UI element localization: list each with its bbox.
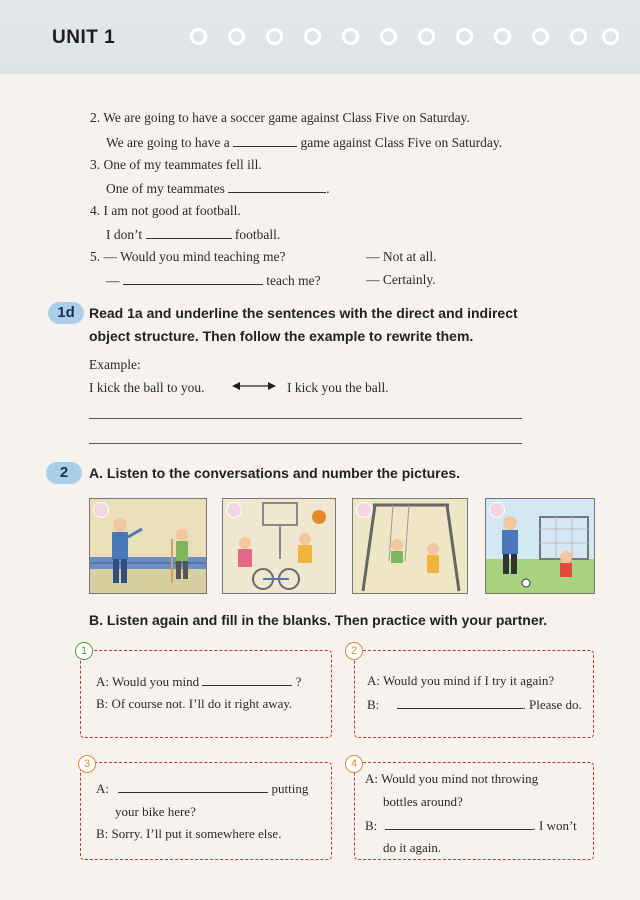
picture-4[interactable]: [485, 498, 595, 594]
picture-1[interactable]: [89, 498, 207, 594]
picture-3[interactable]: [352, 498, 468, 594]
item-4-original: 4. I am not good at football.: [90, 203, 241, 218]
item-4-blank[interactable]: [146, 226, 232, 239]
dialogue-number-3: 3: [78, 755, 96, 773]
dialogue-3-line-a: [96, 780, 308, 797]
picture-number-circle: [356, 502, 372, 518]
item-5-reply: — Not at all.: [366, 249, 437, 264]
dialogue-2-b-prefix: B:: [367, 697, 380, 712]
instruction-1d-line1: Read 1a and underline the sentences with the direct and indirect: [89, 305, 518, 321]
section-badge-2: 2: [46, 462, 82, 484]
item-2-original: 2. We are going to have a soccer game against Class Five on Saturday.: [90, 110, 470, 125]
item-4-suffix: football.: [234, 227, 281, 242]
dialogue-2-blank[interactable]: [397, 696, 523, 709]
dialogue-3-blank[interactable]: [118, 780, 268, 793]
dialogue-2-line-a: A: Would you mind if I try it again?: [367, 673, 555, 688]
dialogue-box-1: [80, 650, 332, 738]
unit-header: [0, 0, 640, 74]
ring-icon: [266, 28, 283, 45]
section-badge-1d: 1d: [48, 302, 84, 324]
answer-line[interactable]: [89, 418, 522, 419]
answer-line[interactable]: [89, 443, 522, 444]
dialogue-3-a-suffix: putting: [271, 781, 309, 796]
ring-icon: [304, 28, 321, 45]
dialogue-4-b-prefix: B:: [365, 818, 378, 833]
picture-number-circle: [489, 502, 505, 518]
instruction-2b: B. Listen again and fill in the blanks. Then practice with your partner.: [89, 612, 548, 628]
dialogue-3-line-a-cont: your bike here?: [115, 804, 196, 819]
dialogue-box-2: [354, 650, 594, 738]
dialogue-1-line-a: [96, 673, 301, 690]
ring-icon: [342, 28, 359, 45]
dialogue-1-line-b: B: Of course not. I’ll do it right away.: [96, 696, 293, 711]
item-5-prefix: —: [106, 273, 120, 288]
dialogue-4-line-b: [365, 817, 577, 834]
item-3-blank[interactable]: [228, 180, 326, 193]
instruction-1d-line2: object structure. Then follow the example to rewrite them.: [89, 328, 474, 344]
item-3-rewrite: [106, 180, 330, 197]
picture-2[interactable]: [222, 498, 336, 594]
item-4-rewrite: [106, 226, 280, 243]
dialogue-2-b-suffix: . Please do.: [522, 697, 582, 712]
dialogue-3-line-b: B: Sorry. I’ll put it somewhere else.: [96, 826, 282, 841]
item-3-suffix: .: [326, 181, 330, 196]
picture-number-circle: [93, 502, 109, 518]
ring-icon: [532, 28, 549, 45]
item-2-prefix: We are going to have a: [106, 135, 230, 150]
item-3-prefix: One of my teammates: [106, 181, 225, 196]
item-3-original: 3. One of my teammates fell ill.: [90, 157, 262, 172]
instruction-2a: A. Listen to the conversations and number the pictures.: [89, 465, 461, 481]
dialogue-1-a-prefix: A: Would you mind: [96, 674, 200, 689]
ring-icon: [456, 28, 473, 45]
item-2-rewrite: [106, 134, 502, 151]
ring-icon: [418, 28, 435, 45]
ring-icon: [602, 28, 619, 45]
dialogue-4-line-a-cont: bottles around?: [383, 794, 463, 809]
dialogue-number-2: 2: [345, 642, 363, 660]
item-5-rewrite: [106, 272, 321, 289]
example-right: I kick you the ball.: [287, 380, 389, 395]
ring-icon: [228, 28, 245, 45]
item-4-prefix: I don’t: [106, 227, 143, 242]
dialogue-4-line-b-cont: do it again.: [383, 840, 442, 855]
item-5-blank[interactable]: [123, 272, 263, 285]
ring-icon: [570, 28, 587, 45]
dialogue-1-blank[interactable]: [202, 673, 292, 686]
unit-title: UNIT 1: [52, 27, 116, 48]
ring-icon: [380, 28, 397, 45]
double-arrow-icon: [232, 380, 276, 392]
dialogue-3-a-prefix: A:: [96, 781, 109, 796]
example-left: I kick the ball to you.: [89, 380, 205, 395]
picture-number-circle: [226, 502, 242, 518]
dialogue-4-line-a: A: Would you mind not throwing: [365, 771, 539, 786]
dialogue-4-blank[interactable]: [385, 817, 533, 830]
item-5-rewrite-reply: — Certainly.: [366, 272, 436, 287]
ring-icon: [494, 28, 511, 45]
dialogue-1-a-suffix: ?: [295, 674, 302, 689]
dialogue-4-b-suffix: . I won’t: [532, 818, 577, 833]
dialogue-2-line-b: [367, 696, 582, 713]
item-2-suffix: game against Class Five on Saturday.: [300, 135, 503, 150]
item-5-original: 5. — Would you mind teaching me?: [90, 249, 286, 264]
dialogue-number-4: 4: [345, 755, 363, 773]
item-2-blank[interactable]: [233, 134, 297, 147]
ring-icon: [190, 28, 207, 45]
dialogue-number-1: 1: [75, 642, 93, 660]
example-label: Example:: [89, 357, 141, 372]
item-5-suffix: teach me?: [266, 273, 321, 288]
